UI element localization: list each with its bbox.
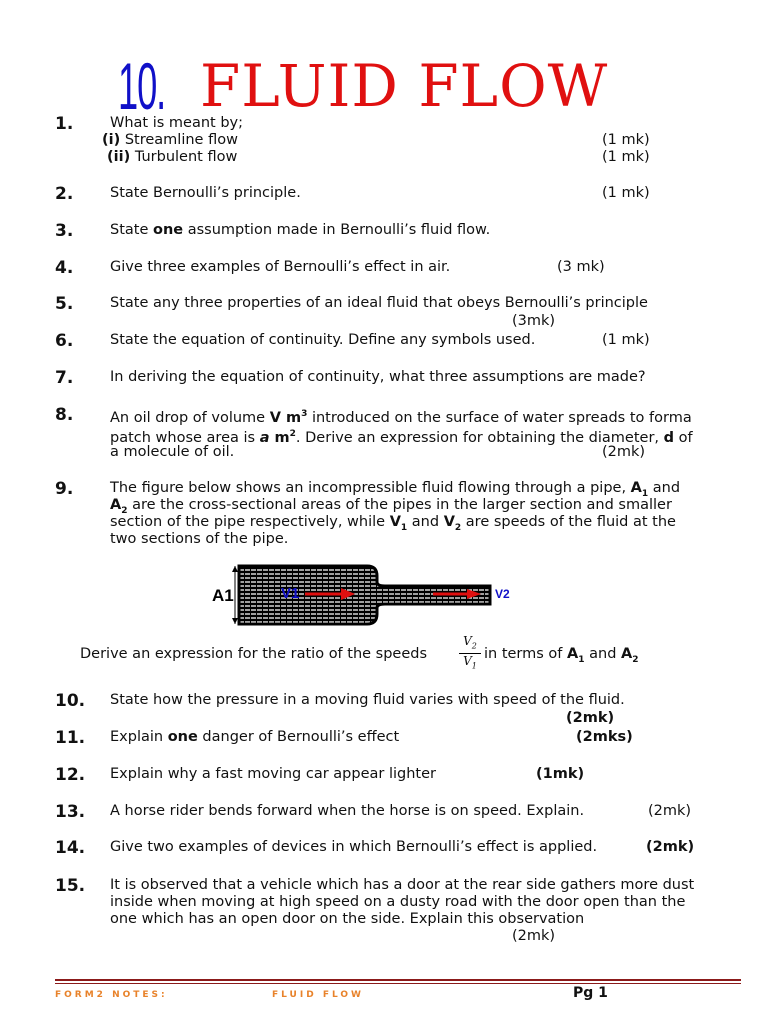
label-v1: V1 xyxy=(281,585,300,602)
derive-text: in terms of $A_1$ and $A_2$ xyxy=(484,646,639,665)
question-number: 2. xyxy=(55,184,74,204)
question-text: State how the pressure in a moving fluid varies with speed of the fluid. xyxy=(110,692,625,708)
sub-question xyxy=(102,132,238,148)
question-text: Give three examples of Bernoulli’s effect in air. xyxy=(110,259,451,275)
pipe-figure xyxy=(205,560,525,630)
derive-text: Derive an expression for the ratio of the speeds xyxy=(80,646,428,662)
sub-text: Turbulent flow xyxy=(134,149,238,165)
mark: (1 mk) xyxy=(602,149,650,165)
question-text: inside when moving at high speed on a dusty road with the door open than the xyxy=(110,894,686,910)
question-text: In deriving the equation of continuity, what three assumptions are made? xyxy=(110,369,646,385)
mark: (2mk) xyxy=(648,803,692,819)
page-title: FLUID FLOW xyxy=(200,52,609,120)
question-number: 3. xyxy=(55,221,74,241)
question-text: Give two examples of devices in which Bernoulli’s effect is applied. xyxy=(110,839,598,855)
question-number: 6. xyxy=(55,331,74,351)
mark: (1mk) xyxy=(536,766,585,782)
mark: (2mk) xyxy=(646,839,695,855)
sub-label: (ii) xyxy=(107,149,131,165)
question-text: State one assumption made in Bernoulli’s fluid flow. xyxy=(110,222,491,238)
question-number: 8. xyxy=(55,405,74,425)
mark: (1 mk) xyxy=(602,332,650,348)
question-text: State any three properties of an ideal fluid that obeys Bernoulli’s principle xyxy=(110,295,648,311)
question-text: State Bernoulli’s principle. xyxy=(110,185,301,201)
question-text: a molecule of oil. xyxy=(110,444,235,460)
footer-middle: FLUID FLOW xyxy=(272,990,364,1000)
question-text: two sections of the pipe. xyxy=(110,531,289,547)
mark: (2mk) xyxy=(512,928,556,944)
question-number: 5. xyxy=(55,294,74,314)
page-number: Pg 1 xyxy=(573,985,608,1001)
question-text: It is observed that a vehicle which has a door at the rear side gathers more dust xyxy=(110,877,695,893)
label-a1: A1 xyxy=(212,586,234,605)
mark: (3mk) xyxy=(512,313,556,329)
question-number: 1. xyxy=(55,114,74,134)
mark: (1 mk) xyxy=(602,132,650,148)
mark: (3 mk) xyxy=(557,259,605,275)
sub-question xyxy=(107,149,237,165)
question-number: 9. xyxy=(55,479,74,499)
question-number: 14. xyxy=(55,838,86,858)
question-text: A horse rider bends forward when the horse is on speed. Explain. xyxy=(110,803,585,819)
question-text: one which has an open door on the side. Explain this observation xyxy=(110,911,585,927)
question-number: 4. xyxy=(55,258,74,278)
sub-text: Streamline flow xyxy=(124,132,238,148)
speed-ratio-fraction: $V_2$ $V_1$ xyxy=(459,634,481,674)
chapter-number: 10. xyxy=(118,49,166,123)
question-text: State the equation of continuity. Define any symbols used. xyxy=(110,332,536,348)
question-number: 12. xyxy=(55,765,86,785)
question-text: What is meant by; xyxy=(110,115,243,131)
question-number: 7. xyxy=(55,368,74,388)
question-number: 13. xyxy=(55,802,86,822)
question-text: The figure below shows an incompressible fluid flowing through a pipe, $A_1$ and xyxy=(110,480,681,499)
mark: (1 mk) xyxy=(602,185,650,201)
question-text: section of the pipe respectively, while $V_1$ and $V_2$ are speeds of the fluid at the xyxy=(110,514,676,533)
label-v2: V2 xyxy=(495,587,510,601)
footer-rule xyxy=(55,979,741,981)
question-number: 11. xyxy=(55,728,86,748)
question-number: 15. xyxy=(55,876,86,896)
mark: (2mks) xyxy=(576,729,633,745)
sub-label: (i) xyxy=(102,132,121,148)
question-text: An oil drop of volume V $m^3$ introduced on the surface of water spreads to forma xyxy=(110,409,692,426)
footer-left: FORM2 NOTES: xyxy=(55,990,168,1000)
question-number: 10. xyxy=(55,691,86,711)
question-text: patch whose area is a $m^2$. Derive an expression for obtaining the diameter, d of xyxy=(110,429,693,446)
question-text: Explain why a fast moving car appear lighter xyxy=(110,766,436,782)
question-text: Explain one danger of Bernoulli’s effect xyxy=(110,729,400,745)
question-text: $A_2$ are the cross-sectional areas of the pipes in the larger section and smaller xyxy=(110,497,672,516)
footer-rule xyxy=(55,983,741,984)
mark: (2mk) xyxy=(566,710,615,726)
mark: (2mk) xyxy=(602,444,646,460)
